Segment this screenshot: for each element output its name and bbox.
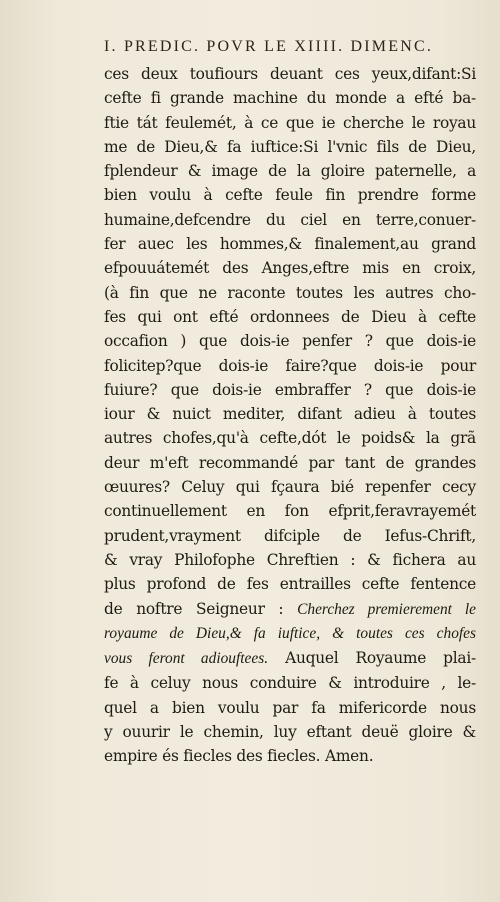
- text-line: œuures? Celuy qui fçaura bié repenfer cecy: [104, 478, 476, 497]
- text-line: continuellement en fon efprit,feravrayemét: [104, 502, 476, 521]
- text-line: prudent,vrayment difciple de Iefus-Chrift,: [104, 526, 476, 545]
- body-text: [104, 62, 476, 769]
- running-header: [104, 38, 476, 56]
- text-line: y ouurir le chemin, luy eftant deuë gloire &: [104, 723, 476, 742]
- scripture-quote: Cherchez premierement le: [297, 600, 476, 618]
- text-line: fuiure? que dois-ie embraffer ? que dois-ie: [104, 380, 476, 399]
- text-line: folicitер?que dois-ie faire?que dois-ie pour: [104, 356, 476, 375]
- page-number: I.: [104, 38, 118, 55]
- text-line: plus profond de fes entrailles cefte fentence: [104, 575, 476, 594]
- text-line: quel a bien voulu par fa mifericorde nous: [104, 698, 476, 717]
- text-line: (à fin que ne raconte toutes les autres cho-: [104, 283, 476, 302]
- text-line: fes qui ont efté ordonnees de Dieu à cefte: [104, 307, 476, 326]
- text-line-with-quote: [104, 646, 476, 671]
- text-run: de noftre Seigneur :: [104, 599, 284, 618]
- text-line: bien voulu à cefte feule fin prendre forme: [104, 186, 476, 205]
- text-run: Auquel Royaume plai-: [285, 649, 476, 668]
- text-line: & vray Philofophe Chreftien : & fichera au: [104, 550, 476, 569]
- text-line: ftie tát feulemét, à ce que ie cherche le royau: [104, 113, 476, 132]
- text-line: cefte fi grande machine du monde a efté ba-: [104, 89, 476, 108]
- text-line: fplendeur & image de la gloire paternelle, a: [104, 162, 476, 181]
- text-line: fer auec les hommes,& finalement,au grand: [104, 235, 476, 254]
- text-line: ces deux toufiours deuant ces yeux,difant:Si: [104, 65, 476, 83]
- scripture-quote: vous feront adiouftees.: [104, 650, 269, 668]
- text-line: deur m'eft recommandé par tant de grandes: [104, 453, 476, 472]
- scripture-quote-line: royaume de Dieu,& fa iuftice, & toutes ces chofes: [104, 624, 476, 642]
- text-line: humaine,defcendre du ciel en terre,conuer-: [104, 210, 476, 229]
- text-line: fe à celuy nous conduire & introduire , le-: [104, 674, 476, 693]
- text-line: efpouuátemét des Anges,eftre mis en croix,: [104, 259, 476, 278]
- text-line: me de Dieu,& fa iuftice:Si l'vnic fils de Dieu,: [104, 137, 476, 156]
- text-line-with-quote: [104, 597, 476, 622]
- running-title: PREDIC. POVR LE XIIII. DIMENC.: [123, 38, 434, 55]
- closing-line: empire és fiecles des fiecles. Amen.: [104, 747, 374, 766]
- text-line: occafion ) que dois-ie penfer ? que dois-ie: [104, 332, 476, 351]
- text-line: autres chofes,qu'à cefte,dót le poids& la grã: [104, 429, 476, 448]
- text-line: iour & nuict mediter, difant adieu à toutes: [104, 405, 476, 424]
